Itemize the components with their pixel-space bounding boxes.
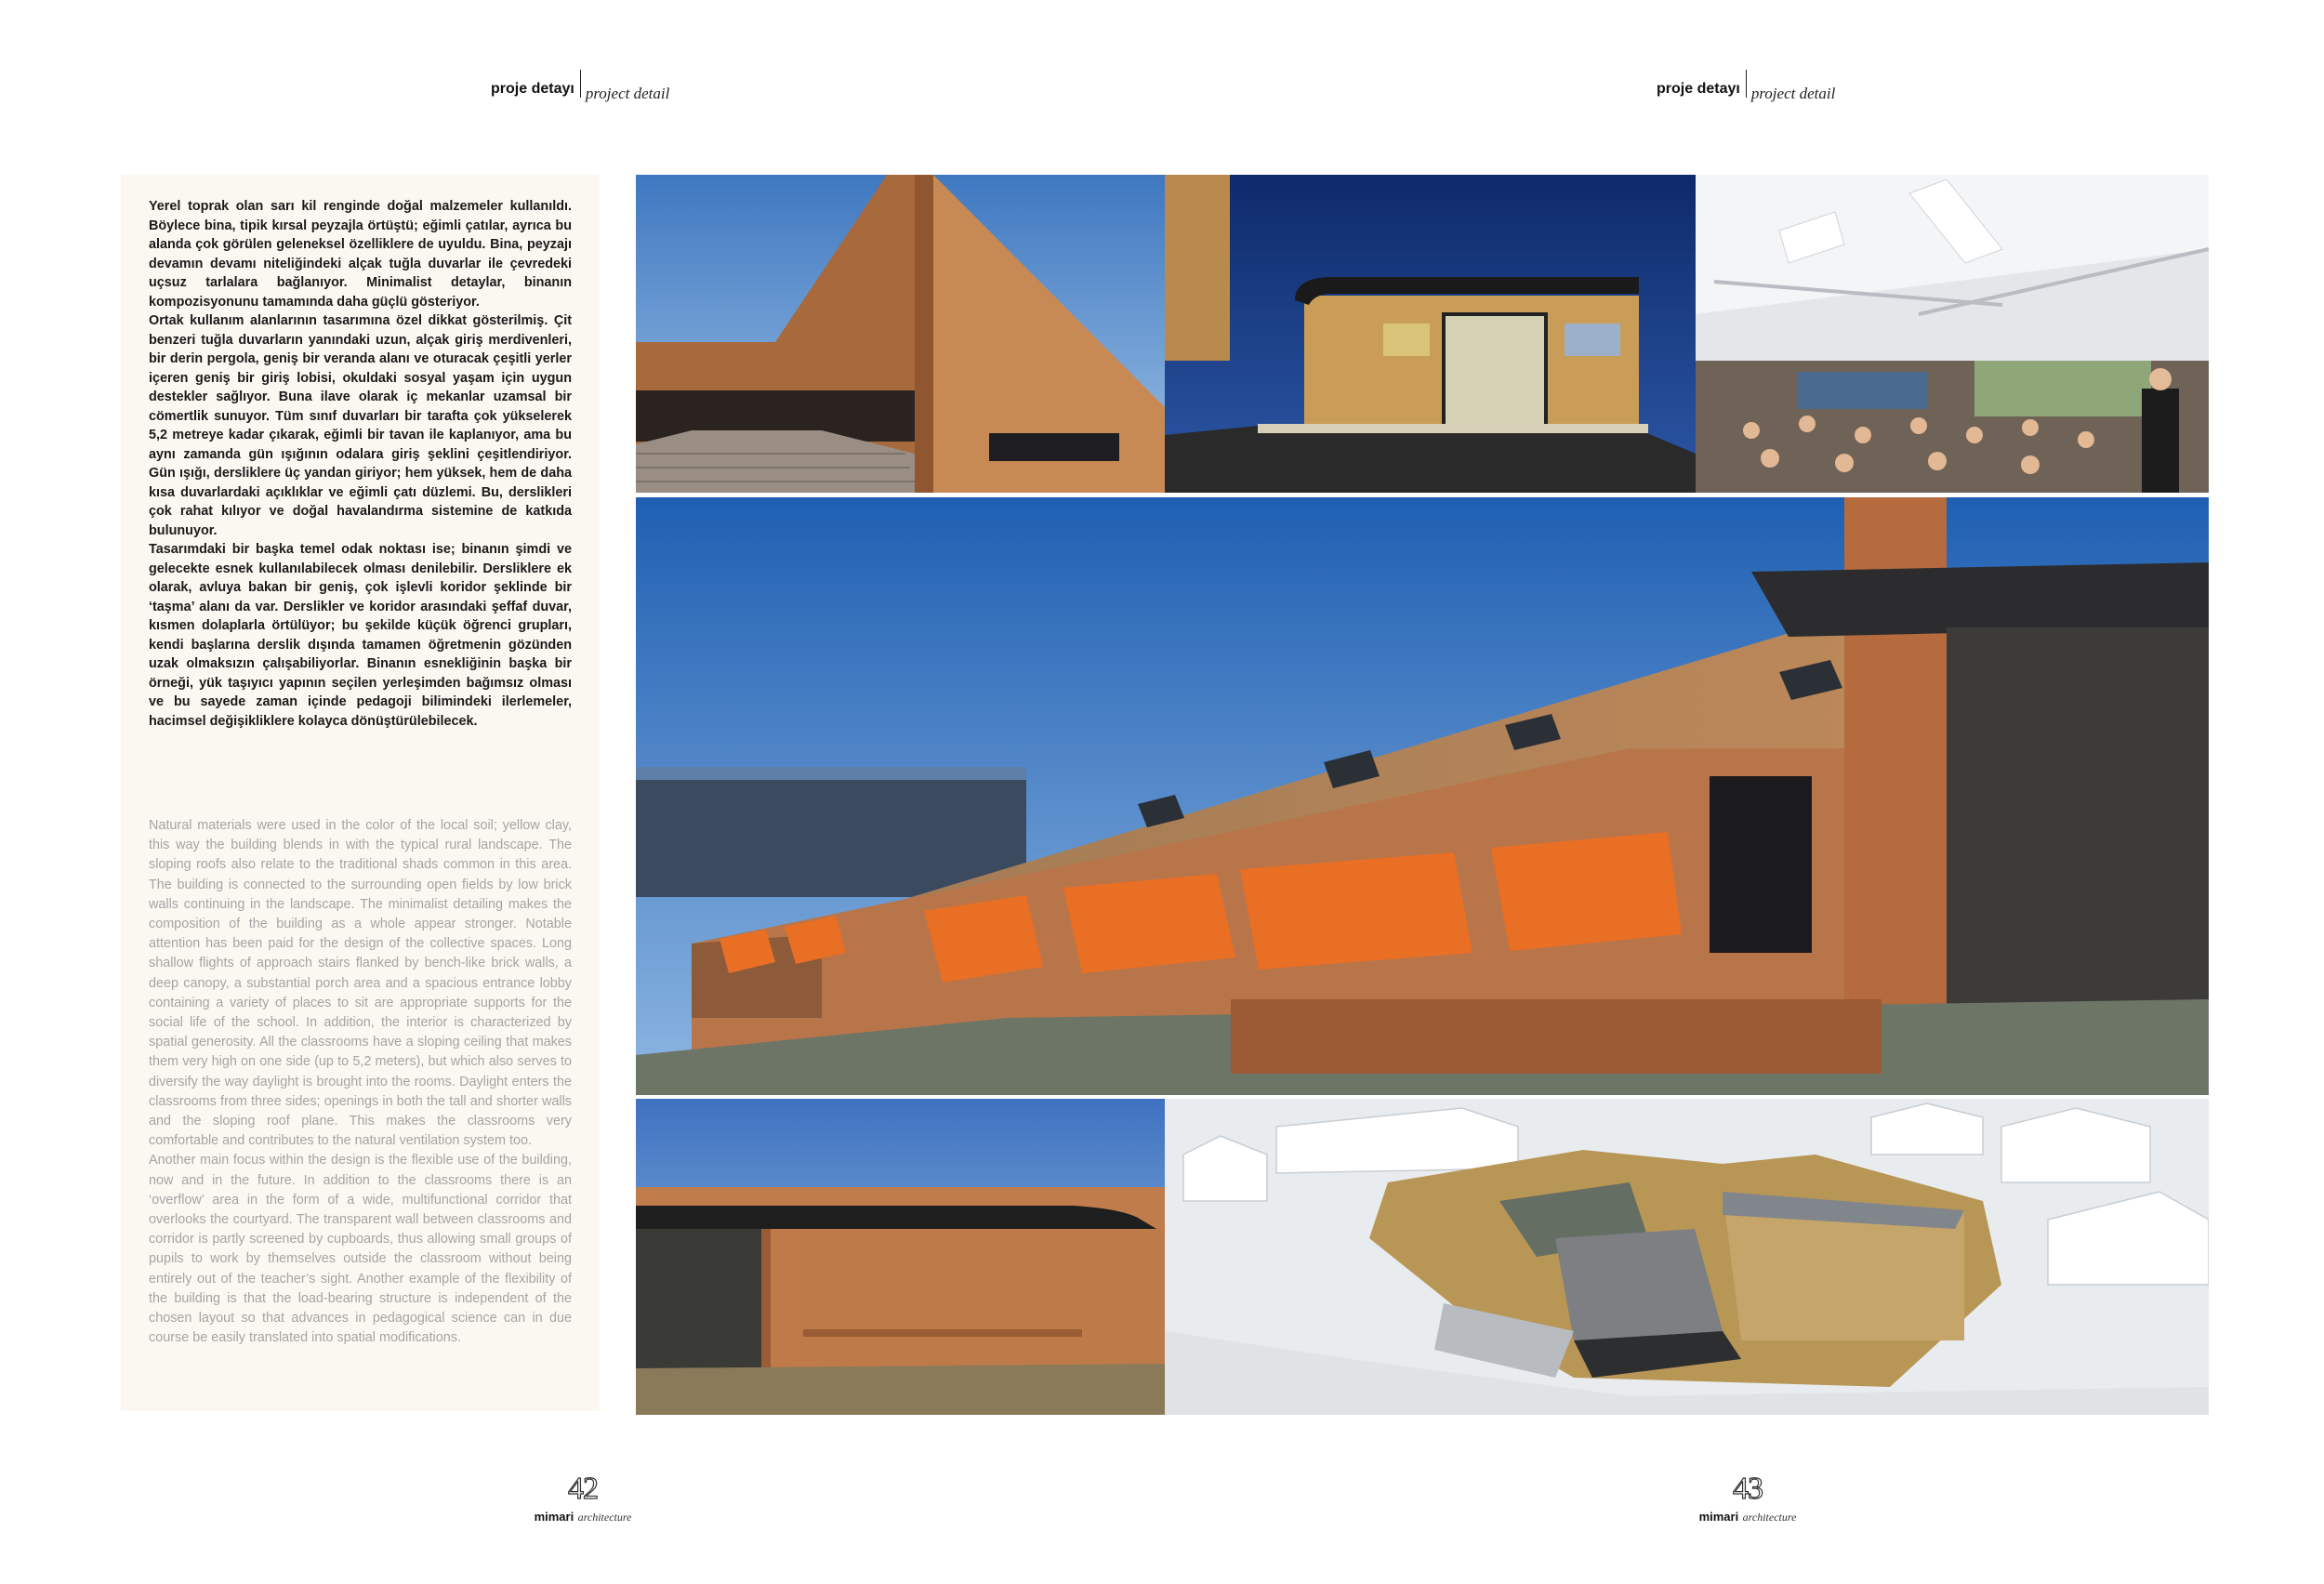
page-footer-left xyxy=(522,1473,643,1525)
turkish-body xyxy=(149,197,572,731)
photo-dusk-canopy xyxy=(1165,175,1696,493)
magazine-name-italic: architecture xyxy=(577,1511,632,1524)
english-body xyxy=(149,816,572,1348)
photo-brick-corner-stairs xyxy=(636,175,1165,493)
page-footer-right xyxy=(1687,1473,1808,1525)
header-title-en: project detail xyxy=(585,85,670,102)
text-column xyxy=(121,175,600,1411)
header-title-tr: proje detayı xyxy=(1657,81,1740,97)
header-divider xyxy=(1746,70,1747,98)
header-title-tr: proje detayı xyxy=(491,81,574,97)
photo-main-building-awnings xyxy=(636,497,2209,1095)
running-header-right xyxy=(1657,70,1836,102)
turkish-paragraph: Yerel toprak olan sarı kil renginde doğal malzemeler kullanıldı. Böylece bina, tipik kırsal peyzajla örtüştü; eğimli çatılar, ayrıca bu alanda çok görülen geleneksel özelliklere de uyuldu. Bina, peyzajı devamın devamı niteliğindeki alçak tuğla duvarlar ile çevredeki uçsuz tarlalara bağlanıyor. Minimalist detaylar, binanın kompozisyonunu tamamında daha güçlü gösteriyor. xyxy=(149,199,572,310)
photo-canopy-entrance xyxy=(636,1099,1165,1415)
turkish-paragraph: Ortak kullanım alanlarının tasarımına özel dikkat gösterilmiş. Çit benzeri tuğla duvarların yanındaki uzun, alçak giriş merdivenleri, bir derin pergola, geniş bir veranda alanı ve oturacak çeşitli yerler içeren geniş bir giriş lobisi, okuldaki sosyal yaşam için uygun destekler sağlıyor. Buna ilave olarak iç mekanlar uzamsal bir cömertlik sunuyor. Tüm sınıf duvarları bir tarafta çok yükselerek 5,2 metreye kadar çıkarak, eğimli bir tavan ile kaplanıyor, ama bu aynı zamanda gün ışığının odalara giriş şeklini çeşitlendiriyor. Gün ışığı, dersliklere üç yandan giriyor; hem yüksek, hem de daha kısa duvarlardaki açıklıklar ve eğimli çatı düzlemi. Bu, derslikleri çok rahat kılıyor ve doğal havalandırma sistemine de katkıda bulunuyor. xyxy=(149,313,572,538)
photo-3d-aerial-rendering xyxy=(1165,1099,2209,1415)
running-header-left xyxy=(491,70,670,102)
header-title-en: project detail xyxy=(1750,85,1836,102)
english-paragraph: Natural materials were used in the color of the local soil; yellow clay, this way the building blends in with the typical rural landscape. The sloping roofs also relate to the traditional shads common in this area. The building is connected to the surrounding open fields by low brick walls continuing in the landscape. The minimalist detailing makes the composition of the building as a whole appear stronger. Notable attention has been paid for the design of the collective spaces. Long shallow flights of approach stairs flanked by bench-like brick walls, a deep canopy, a substantial porch area and a spacious entrance lobby containing a variety of places to sit are appropriate supports for the social life of the school. In addition, the interior is characterized by spatial generosity. All the classrooms have a sloping ceiling that makes them very high on one side (up to 5,2 meters), but which also serves to diversify the way daylight is brought into the rooms. Daylight enters the classrooms from three sides; openings in both the tall and shorter walls and the sloping roof plane. This makes the classrooms very comfortable and contributes to the natural ventilation system too. xyxy=(149,818,572,1149)
magazine-name xyxy=(1687,1509,1808,1525)
photo-classroom-interior xyxy=(1696,175,2209,493)
header-divider xyxy=(580,70,581,98)
page-number: 42 xyxy=(568,1472,598,1506)
page-number: 43 xyxy=(1733,1472,1763,1506)
magazine-name-bold: mimari xyxy=(534,1510,574,1524)
magazine-name-bold: mimari xyxy=(1698,1510,1739,1524)
magazine-name-italic: architecture xyxy=(1742,1511,1797,1524)
turkish-paragraph: Tasarımdaki bir başka temel odak noktası ise; binanın şimdi ve gelecekte esnek kullanılabilecek olması denilebilir. Dersliklere ek olarak, avluya bakan bir geniş, çok işlevli koridor şeklinde bir ‘taşma’ alanı da var. Derslikler ve koridor arasındaki şeffaf duvar, kısmen dolaplarla örtülüyor; bu şekilde küçük öğrenci grupları, kendi başlarına derslik dışında tamamen öğretmenin gözünden uzak olmaksızın çalışabiliyorlar. Binanın esnekliğinin başka bir örneği, yük taşıyıcı yapının seçilen yerleşimden bağımsız olması ve bu sayede zaman içinde pedagoji bilimindeki ilerlemeler, hacimsel değişikliklere kolayca dönüştürülebilecek. xyxy=(149,542,572,729)
magazine-name xyxy=(522,1509,643,1525)
english-paragraph: Another main focus within the design is the flexible use of the building, now and in the future. In addition to the classrooms there is an ‘overflow’ area in the form of a wide, multifunctional corridor that overlooks the courtyard. The transparent wall between classrooms and corridor is partly screened by cupboards, thus allowing small groups of pupils to work by themselves outside the classroom without being entirely out of the teacher’s sight. Another example of the flexibility of the building is that the load-bearing structure is independent of the chosen layout so that advances in pedagogical science can in due course be easily translated into spatial modifications. xyxy=(149,1153,572,1346)
